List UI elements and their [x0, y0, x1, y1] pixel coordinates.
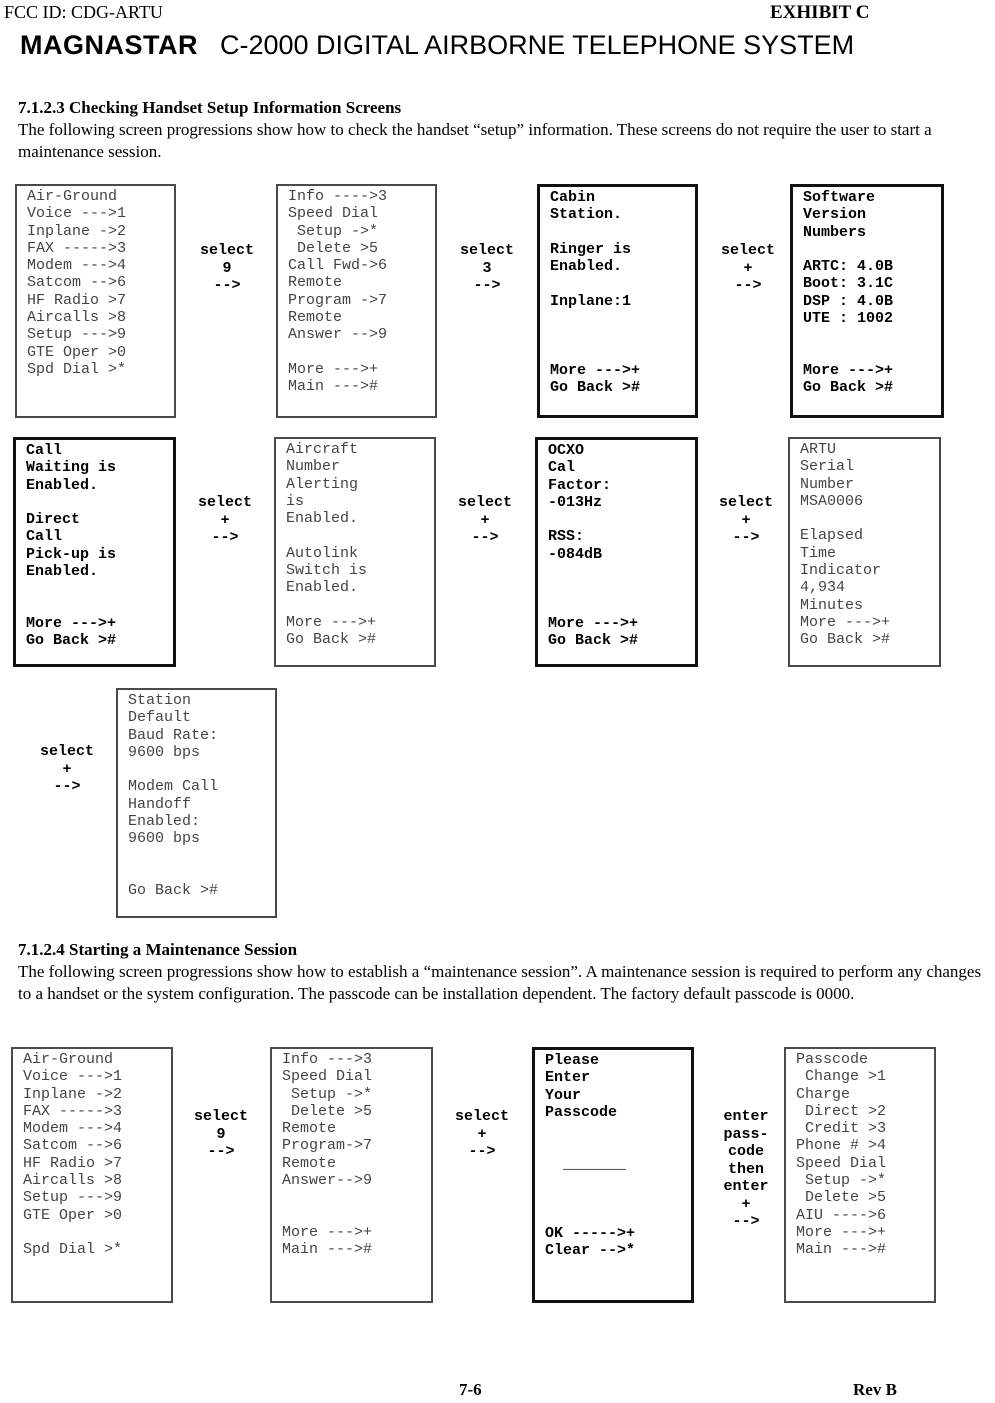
lcd-screen-setup-menu: [270, 1047, 433, 1303]
arrow-select-plus: [442, 1108, 522, 1161]
screen-line: Clear -->*: [545, 1242, 636, 1260]
screen-line: [550, 345, 685, 362]
screen-line: Call: [26, 528, 63, 546]
screen-line: More --->+: [550, 361, 641, 379]
screen-line: [548, 511, 685, 528]
screen-line: Station.: [550, 206, 623, 224]
screen-line: Enter: [545, 1069, 591, 1087]
screen-line: Charge: [796, 1085, 851, 1103]
screen-line: RSS:: [548, 528, 585, 546]
arrow-instruction-line: -->: [211, 529, 239, 546]
lcd-screen-passcode-menu: [784, 1047, 936, 1303]
arrow-instruction-line: +: [741, 1195, 751, 1213]
screen-line: [282, 1207, 421, 1224]
screen-line: GTE Oper >0: [23, 1206, 123, 1224]
screen-line: Aircalls >8: [27, 309, 127, 327]
screen-line: Go Back >#: [26, 632, 117, 650]
screen-line: Satcom -->6: [27, 274, 127, 292]
lcd-screen-main-menu: [15, 184, 176, 418]
revision-label: Rev B: [853, 1380, 897, 1399]
screen-line: Speed Dial: [796, 1154, 887, 1172]
screen-line: [545, 1138, 681, 1155]
screen-line: [282, 1189, 421, 1206]
screen-line: Answer -->9: [288, 326, 388, 344]
screen-line: Serial: [800, 458, 855, 476]
screen-line: Enabled.: [26, 563, 99, 581]
arrow-instruction-line: code: [727, 1143, 764, 1160]
arrow-instruction-line: select: [193, 1108, 248, 1125]
arrow-instruction-line: -->: [473, 277, 501, 294]
screen-line: Baud Rate:: [128, 726, 219, 744]
screen-line: Please: [545, 1052, 600, 1069]
screen-line: [550, 275, 685, 292]
lcd-screen-enter-passcode: [532, 1047, 694, 1303]
screen-line: Inplane ->2: [23, 1085, 123, 1103]
arrow-instruction-line: pass-: [723, 1125, 769, 1143]
screen-line: -013Hz: [548, 493, 603, 511]
screen-line: [23, 1224, 161, 1241]
screen-line: FAX ----->3: [23, 1102, 123, 1120]
arrow-select-plus: [445, 494, 525, 547]
arrow-instruction-line: 9: [216, 1125, 226, 1143]
screen-line: HF Radio >7: [23, 1154, 123, 1172]
screen-line: More --->+: [288, 360, 379, 378]
screen-line: Main --->#: [282, 1241, 373, 1259]
screen-line: Program ->7: [288, 291, 388, 309]
screen-line: Air-Ground: [27, 188, 118, 205]
section-body-setup-info: The following screen progressions show how to check the handset “setup” information. These screens do not require the user to start a maintenance session.: [18, 120, 932, 161]
screen-line: Spd Dial >*: [27, 360, 127, 378]
screen-line: Cal: [548, 459, 576, 477]
screen-line: AIU ---->6: [796, 1206, 887, 1224]
arrow-instruction-line: select: [199, 242, 254, 259]
exhibit-label: EXHIBIT C: [770, 2, 870, 23]
arrow-instruction-line: select: [454, 1108, 509, 1125]
screen-line: Ringer is: [550, 240, 632, 258]
screen-line: Setup --->9: [27, 326, 127, 344]
screen-line: Indicator: [800, 562, 882, 580]
screen-line: -084dB: [548, 545, 603, 563]
screen-line: 9600 bps: [128, 743, 201, 761]
arrow-instruction-line: select: [718, 494, 773, 511]
screen-line: Enabled:: [128, 813, 201, 831]
screen-line: Enabled.: [26, 476, 99, 494]
arrow-instruction-line: enter: [723, 1108, 769, 1125]
section-heading-maintenance: 7.1.2.4 Starting a Maintenance Session: [18, 940, 298, 959]
arrow-instruction-line: +: [220, 511, 230, 529]
screen-line: Numbers: [803, 223, 867, 241]
screen-line: [548, 580, 685, 597]
screen-line: OCXO: [548, 442, 585, 459]
arrow-select-plus: [708, 242, 788, 295]
arrow-instruction-line: +: [741, 511, 751, 529]
screen-line: 9600 bps: [128, 830, 201, 848]
lcd-screen-main-menu: [11, 1047, 173, 1303]
screen-line: Enabled.: [550, 258, 623, 276]
arrow-instruction-line: +: [743, 259, 753, 277]
screen-line: Go Back >#: [800, 631, 891, 649]
arrow-select-plus: [185, 494, 265, 547]
screen-line: More --->+: [800, 613, 891, 631]
lcd-screen-cabin-station: [537, 184, 698, 418]
screen-line: Default: [128, 709, 192, 727]
arrow-select-3: [447, 242, 527, 295]
screen-line: Minutes: [800, 596, 864, 614]
fcc-id: FCC ID: CDG-ARTU: [4, 2, 163, 22]
section-body-maintenance: The following screen progressions show how to establish a “maintenance session”. A maintenance session is required to perform any changes to a handset or the system configuration. The passcode can be installation dependent. The factory default passcode is 0000.: [18, 962, 982, 1003]
arrow-instruction-line: select: [457, 494, 512, 511]
screen-line: [550, 310, 685, 327]
screen-line: FAX ----->3: [27, 239, 127, 257]
screen-line: [803, 241, 931, 258]
screen-line: [803, 327, 931, 344]
screen-line: Alerting: [286, 475, 359, 493]
lcd-screen-call-waiting: [13, 437, 176, 667]
arrow-instruction-line: +: [477, 1125, 487, 1143]
screen-line: ARTU: [800, 441, 837, 458]
screen-line: More --->+: [796, 1223, 887, 1241]
screen-line: Setup --->9: [23, 1189, 123, 1207]
arrow-instruction-line: -->: [213, 277, 241, 294]
screen-line: More --->+: [26, 614, 117, 632]
screen-line: Number: [286, 458, 341, 476]
screen-line: [803, 345, 931, 362]
arrow-instruction-line: enter: [723, 1178, 769, 1195]
document-title: [20, 30, 854, 61]
screen-line: [26, 494, 163, 511]
screen-line: Remote: [282, 1120, 337, 1138]
screen-line: Elapsed: [800, 527, 864, 545]
screen-line: Go Back >#: [128, 882, 219, 900]
screen-line: Enabled.: [286, 579, 359, 597]
screen-line: Go Back >#: [286, 631, 377, 649]
screen-line: More --->+: [548, 614, 639, 632]
arrow-instruction-line: select: [197, 494, 252, 511]
screen-line: Modem --->4: [27, 257, 127, 275]
screen-line: Answer-->9: [282, 1172, 373, 1190]
screen-line: Boot: 3.1C: [803, 275, 894, 293]
arrow-instruction-line: select: [459, 242, 514, 259]
arrow-instruction-line: -->: [732, 1213, 760, 1230]
screen-line: Call Fwd->6: [288, 257, 388, 275]
screen-line: Number: [800, 475, 855, 493]
screen-line: [128, 761, 265, 778]
arrow-instruction-line: -->: [468, 1143, 496, 1160]
arrow-instruction-line: -->: [53, 778, 81, 795]
screen-line: is: [286, 492, 305, 510]
screen-line: Waiting is: [26, 459, 117, 477]
screen-line: [545, 1190, 681, 1207]
screen-line: [800, 510, 929, 527]
screen-line: [545, 1173, 681, 1190]
arrow-instruction-line: select: [720, 242, 775, 259]
screen-line: Software: [803, 189, 876, 206]
screen-line: Station: [128, 692, 192, 709]
screen-line: More --->+: [286, 613, 377, 631]
screen-line: Change >1: [796, 1068, 887, 1086]
screen-line: Go Back >#: [548, 632, 639, 650]
page-number: 7-6: [459, 1380, 482, 1399]
lcd-screen-setup-menu: [276, 184, 437, 418]
screen-line: Remote: [288, 309, 343, 327]
screen-line: [548, 563, 685, 580]
screen-line: Program->7: [282, 1137, 373, 1155]
screen-line: Autolink: [286, 544, 359, 562]
arrow-instruction-line: 3: [482, 259, 492, 277]
screen-line: OK ----->+: [545, 1224, 636, 1242]
screen-line: Modem Call: [128, 778, 219, 796]
screen-line: Air-Ground: [23, 1051, 114, 1068]
screen-line: Passcode: [796, 1051, 869, 1068]
screen-line: [545, 1208, 681, 1225]
arrow-instruction-line: +: [480, 511, 490, 529]
brand-name: MAGNASTAR: [20, 30, 198, 60]
screen-line: Remote: [282, 1154, 337, 1172]
screen-line: [128, 865, 265, 882]
screen-line: Go Back >#: [803, 379, 894, 397]
arrow-instruction-line: -->: [734, 277, 762, 294]
screen-line: [286, 597, 424, 614]
section-heading-setup-info: 7.1.2.3 Checking Handset Setup Information Screens: [18, 98, 402, 117]
screen-line: Call: [26, 442, 63, 459]
arrow-select-9: [187, 242, 267, 295]
screen-line: More --->+: [282, 1223, 373, 1241]
screen-line: Info --->3: [282, 1051, 373, 1068]
screen-line: GTE Oper >0: [27, 343, 127, 361]
screen-line: Credit >3: [796, 1120, 887, 1138]
screen-line: Spd Dial >*: [23, 1241, 123, 1259]
arrow-instruction-line: +: [62, 760, 72, 778]
screen-line: Voice --->1: [27, 205, 127, 223]
screen-line: [26, 598, 163, 615]
arrow-instruction-line: -->: [732, 529, 760, 546]
arrow-instruction-line: 9: [222, 259, 232, 277]
screen-line: Handoff: [128, 795, 192, 813]
screen-line: Info ---->3: [288, 188, 388, 205]
lcd-screen-ocxo-cal: [535, 437, 698, 667]
screen-line: Voice --->1: [23, 1068, 123, 1086]
screen-line: Inplane ->2: [27, 222, 127, 240]
screen-line: Speed Dial: [288, 205, 379, 223]
screen-line: [545, 1121, 681, 1138]
lcd-screen-aircraft-alerting: [274, 437, 436, 667]
screen-line: Go Back >#: [550, 379, 641, 397]
arrow-select-plus: [706, 494, 786, 547]
screen-line: Passcode: [545, 1103, 618, 1121]
screen-line: Direct: [26, 511, 81, 529]
screen-line: [286, 527, 424, 544]
screen-line: DSP : 4.0B: [803, 292, 894, 310]
screen-line: [550, 327, 685, 344]
screen-line: Pick-up is: [26, 545, 117, 563]
screen-line: [128, 848, 265, 865]
screen-line: Factor:: [548, 476, 612, 494]
screen-line: Version: [803, 206, 867, 224]
screen-line: Delete >5: [282, 1102, 373, 1120]
screen-line: Setup ->*: [796, 1172, 887, 1190]
screen-line: More --->+: [803, 361, 894, 379]
screen-line: 4,934: [800, 579, 846, 597]
screen-line: Delete >5: [288, 239, 379, 257]
document-subtitle: C-2000 DIGITAL AIRBORNE TELEPHONE SYSTEM: [219, 30, 855, 60]
arrow-instruction-line: -->: [207, 1143, 235, 1160]
lcd-screen-baud-rate: [116, 688, 277, 918]
screen-line: ARTC: 4.0B: [803, 258, 894, 276]
lcd-screen-artu-serial: [788, 437, 941, 667]
arrow-instruction-line: select: [39, 743, 94, 760]
screen-line: Enabled.: [286, 510, 359, 528]
screen-line: Delete >5: [796, 1189, 887, 1207]
screen-line: Direct >2: [796, 1102, 887, 1120]
screen-line: [548, 598, 685, 615]
screen-line: Modem --->4: [23, 1120, 123, 1138]
arrow-instruction-line: then: [727, 1160, 764, 1178]
screen-line: Satcom -->6: [23, 1137, 123, 1155]
screen-line: Aircraft: [286, 441, 359, 458]
arrow-select-plus: [27, 743, 107, 796]
screen-line: HF Radio >7: [27, 291, 127, 309]
screen-line: Time: [800, 544, 837, 562]
screen-line: Switch is: [286, 562, 368, 580]
screen-line: [288, 344, 425, 361]
lcd-screen-software-version: [790, 184, 944, 418]
arrow-instruction-line: -->: [471, 529, 499, 546]
arrow-enter-passcode: [706, 1108, 786, 1231]
screen-line: _______: [545, 1155, 627, 1173]
screen-line: UTE : 1002: [803, 310, 894, 328]
arrow-select-9: [181, 1108, 261, 1161]
screen-line: [550, 224, 685, 241]
screen-line: Inplane:1: [550, 292, 632, 310]
screen-line: Main --->#: [796, 1241, 887, 1259]
screen-line: Setup ->*: [288, 222, 379, 240]
screen-line: Phone # >4: [796, 1137, 887, 1155]
screen-line: Main --->#: [288, 378, 379, 396]
screen-line: Cabin: [550, 189, 596, 206]
screen-line: Speed Dial: [282, 1068, 373, 1086]
screen-line: Remote: [288, 274, 343, 292]
screen-line: Setup ->*: [282, 1085, 373, 1103]
screen-line: [26, 580, 163, 597]
screen-line: Your: [545, 1086, 582, 1104]
screen-line: MSA0006: [800, 492, 864, 510]
screen-line: Aircalls >8: [23, 1172, 123, 1190]
